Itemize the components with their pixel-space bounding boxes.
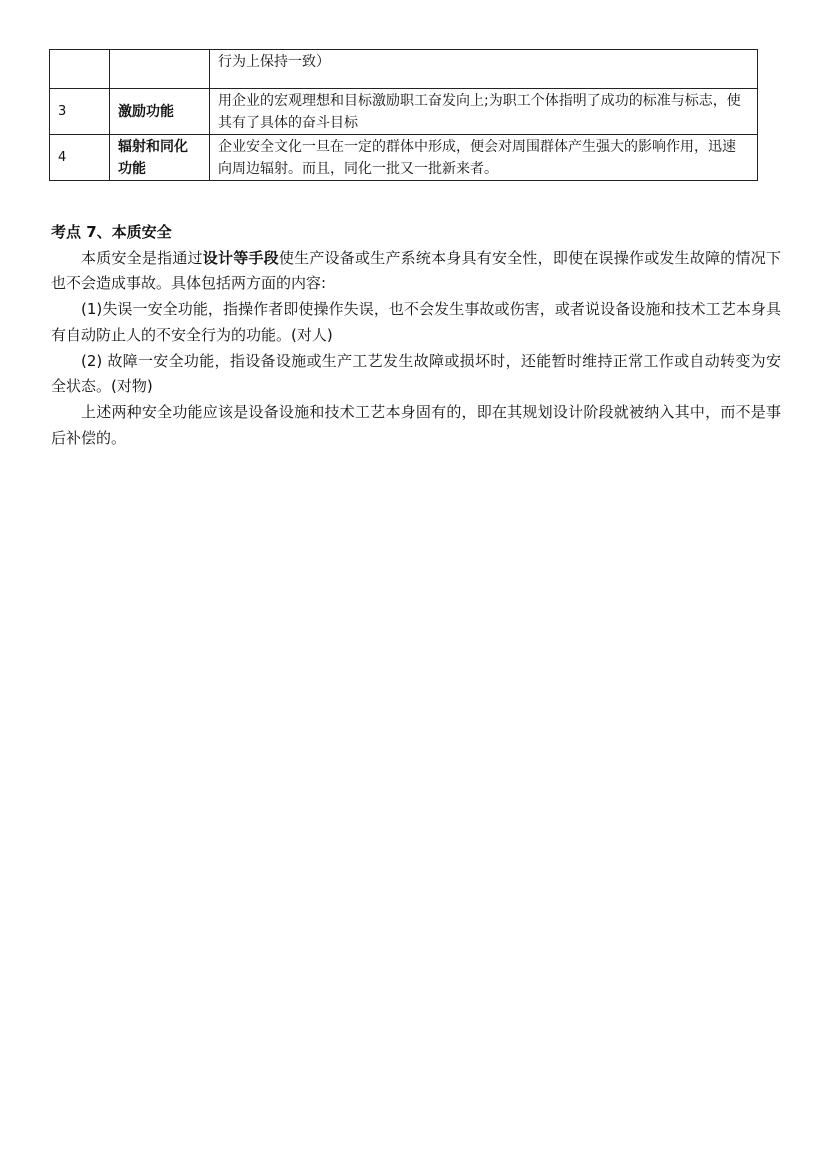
row-number <box>50 50 110 89</box>
item-paragraph-1: (1)失误一安全功能，指操作者即使操作失误，也不会发生事故或伤害，或者说设备设施和技术工艺本身具有自动防止人的不安全行为的功能。(对人) <box>51 300 781 344</box>
function-description: 行为上保持一致） <box>210 50 758 89</box>
function-description: 企业安全文化一旦在一定的群体中形成，便会对周围群体产生强大的影响作用，迅速向周边辐射。而且，同化一批又一批新来者。 <box>210 135 758 181</box>
conclusion-paragraph: 上述两种安全功能应该是设备设施和技术工艺本身固有的，即在其规划设计阶段就被纳入其中，而不是事后补偿的。 <box>51 402 781 447</box>
intro-paragraph <box>51 246 781 297</box>
item-paragraph-2: (2) 故障一安全功能，指设备设施或生产工艺发生故障或损坏时，还能暂时维持正常工作或自动转变为安全状态。(对物) <box>51 351 781 396</box>
intrinsic-safety-section <box>51 220 781 451</box>
row-number: 4 <box>50 135 110 181</box>
intro-text-end: 使生产设备或生产系统本身具有安全性，即使在误操作或发生故障的情况下也不会造成事故。具体包括两方面的内容: <box>51 248 781 293</box>
safety-culture-function-table <box>49 49 758 181</box>
table-row <box>50 50 758 89</box>
function-name: 辐射和同化功能 <box>110 135 210 181</box>
function-name <box>110 50 210 89</box>
table-row <box>50 89 758 135</box>
intro-emphasis: 设计等手段 <box>202 248 279 267</box>
intro-text-start: 本质安全是指通过 <box>81 248 203 267</box>
function-description: 用企业的宏观理想和目标激励职工奋发向上;为职工个体指明了成功的标准与标志，使其有了具体的奋斗目标 <box>210 89 758 135</box>
row-number: 3 <box>50 89 110 135</box>
section-heading: 考点 7、本质安全 <box>51 223 172 241</box>
function-name: 激励功能 <box>110 89 210 135</box>
table-row <box>50 135 758 181</box>
